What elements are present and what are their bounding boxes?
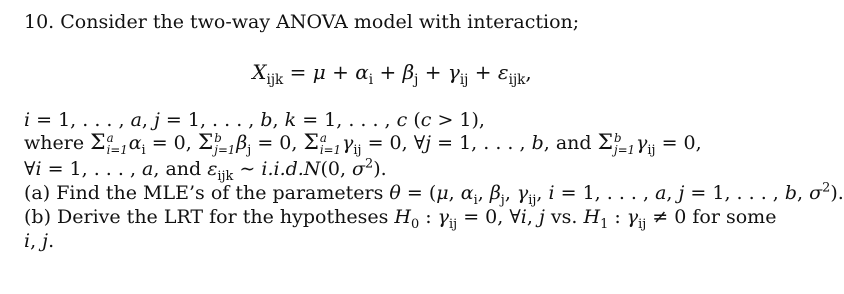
part-b-continued: i, j. <box>24 230 55 252</box>
part-a: (a) Find the MLE’s of the parameters θ = (μ, $\alpha_i$, $\beta_j$, $\gamma_{ij}$, i = 1, . . . , a, j = 1, . . . , b, $\sigma^2$). <box>24 180 844 208</box>
problem-intro: 10. Consider the two-way ANOVA model with interaction; <box>24 11 580 33</box>
model-equation: $X_{ijk} = \mu + \alpha_i + \beta_j + \gamma_{ij} + \varepsilon_{ijk}$, <box>252 60 532 88</box>
index-ranges: i = 1, . . . , a, j = 1, . . . , b, k = 1, . . . , c (c > 1), <box>24 109 485 131</box>
part-b: (b) Derive the LRT for the hypotheses $H_0$ : $\gamma_{ij} = 0$, ∀i, j vs. $H_1$ : $\gamma_{ij} \ne 0$ for some <box>24 206 777 232</box>
constraints-line: where Σ a i=1 $\alpha_i = 0$, Σ b j=1 $\beta_j = 0$, Σ a i=1 $\gamma_{ij} = 0$, ∀j = 1, . . . , b, and Σ b j=1 $\gamma_{ij} = 0$, <box>24 130 702 158</box>
error-distribution: ∀i = 1, . . . , a, and $\varepsilon_{ijk}$ ∼ i.i.d.N(0, $\sigma^2$). <box>24 156 387 184</box>
